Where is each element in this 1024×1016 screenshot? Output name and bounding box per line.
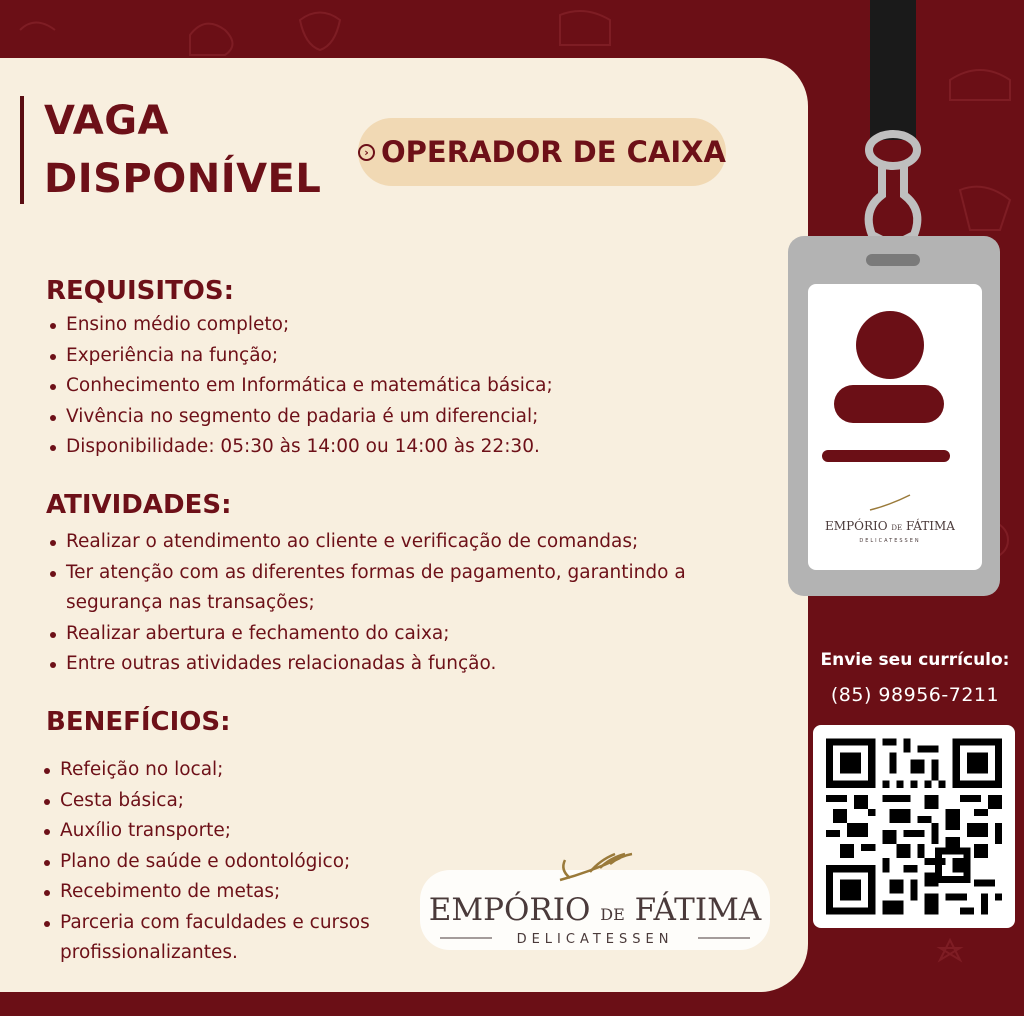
list-item: Parceria com faculdades e cursos profissionalizantes. bbox=[40, 908, 420, 969]
list-item: Vivência no segmento de padaria é um diferencial; bbox=[46, 402, 766, 433]
activities-heading: ATIVIDADES: bbox=[46, 490, 232, 520]
person-head-icon bbox=[856, 311, 924, 379]
benefits-heading: BENEFÍCIOS: bbox=[46, 707, 231, 737]
svg-text:DELICATESSEN: DELICATESSEN bbox=[859, 538, 921, 544]
brand-name-de: DE bbox=[600, 905, 625, 924]
list-item: Experiência na função; bbox=[46, 341, 766, 372]
brand-logo bbox=[420, 840, 770, 950]
qr-code-icon bbox=[826, 738, 1002, 915]
benefits-list bbox=[40, 755, 420, 969]
id-badge bbox=[770, 0, 1010, 610]
contact-phone: (85) 98956-7211 bbox=[830, 684, 1000, 706]
requirements-heading: REQUISITOS: bbox=[46, 276, 235, 306]
activities-list bbox=[46, 527, 766, 680]
badge-name-line bbox=[822, 450, 950, 462]
list-item: Conhecimento em Informática e matemática básica; bbox=[46, 371, 766, 402]
list-item: Refeição no local; bbox=[40, 755, 420, 786]
list-item: Recebimento de metas; bbox=[40, 877, 420, 908]
list-item: Auxílio transporte; bbox=[40, 816, 420, 847]
list-item: Cesta básica; bbox=[40, 786, 420, 817]
qr-code[interactable] bbox=[813, 725, 1015, 928]
svg-text:EMPÓRIO DE FÁTIMA bbox=[429, 890, 762, 928]
requirements-list bbox=[46, 310, 766, 463]
list-item: Plano de saúde e odontológico; bbox=[40, 847, 420, 878]
list-item: Ensino médio completo; bbox=[46, 310, 766, 341]
brand-name-b: FÁTIMA bbox=[634, 892, 762, 928]
brand-tagline: DELICATESSEN bbox=[516, 932, 674, 947]
position-badge bbox=[358, 118, 726, 186]
clip-icon bbox=[869, 134, 918, 245]
svg-text:EMPÓRIO DE FÁTIMA: EMPÓRIO DE FÁTIMA bbox=[825, 519, 955, 533]
title-line-2: DISPONÍVEL bbox=[44, 156, 322, 202]
list-item: Realizar o atendimento ao cliente e verificação de comandas; bbox=[46, 527, 766, 558]
list-item: Disponibilidade: 05:30 às 14:00 ou 14:00 às 22:30. bbox=[46, 432, 766, 463]
lanyard-strap bbox=[870, 0, 916, 140]
title-line-1: VAGA bbox=[44, 98, 169, 144]
brand-name-a: EMPÓRIO bbox=[428, 892, 591, 928]
list-item: Realizar abertura e fechamento do caixa; bbox=[46, 619, 766, 650]
person-body-icon bbox=[834, 385, 944, 423]
position-label: OPERADOR DE CAIXA bbox=[381, 135, 726, 169]
contact-label: Envie seu currículo: bbox=[820, 650, 1010, 670]
list-item: Ter atenção com as diferentes formas de pagamento, garantindo a segurança nas transações; bbox=[46, 558, 766, 619]
title-accent-bar bbox=[20, 96, 24, 204]
arrow-circle-icon: › bbox=[358, 144, 375, 161]
page-title bbox=[44, 92, 321, 208]
list-item: Entre outras atividades relacionadas à função. bbox=[46, 649, 766, 680]
